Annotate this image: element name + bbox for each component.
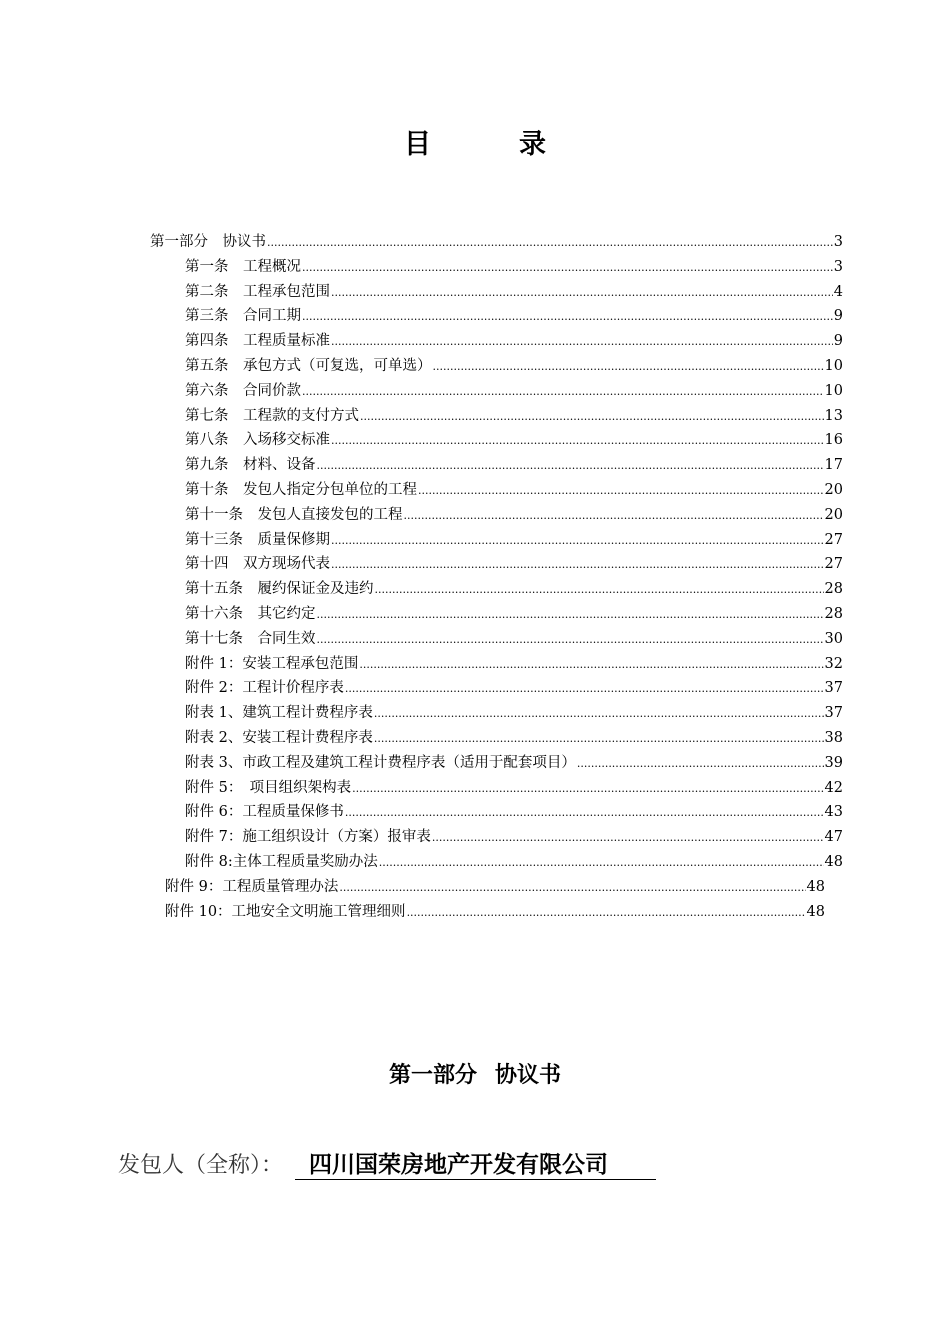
toc-entry-page-number: 27	[824, 556, 843, 573]
toc-entry-label: 第十五条 履约保证金及违约	[185, 581, 374, 598]
toc-entry[interactable]	[150, 230, 843, 254]
toc-entry[interactable]	[185, 280, 843, 304]
toc-entry-leader-dots	[331, 335, 833, 348]
toc-entry[interactable]	[185, 503, 843, 527]
toc-entry[interactable]	[185, 304, 843, 328]
toc-entry-leader-dots	[379, 856, 824, 869]
toc-entry[interactable]	[185, 776, 843, 800]
toc-entry-page-number: 28	[824, 606, 843, 622]
toc-entry-page-number: 3	[833, 258, 843, 275]
toc-entry[interactable]	[185, 652, 843, 676]
toc-entry-label: 第十三条 质量保修期	[185, 531, 330, 548]
toc-entry-label: 附件 5： 项目组织架构表	[185, 779, 352, 796]
toc-entry-label: 第十条 发包人指定分包单位的工程	[185, 482, 417, 498]
toc-entry-leader-dots	[302, 310, 833, 323]
toc-entry-label: 附表 1、建筑工程计费程序表	[185, 705, 373, 722]
toc-entry-page-number: 39	[824, 754, 843, 771]
toc-entry-label: 第一条 工程概况	[185, 258, 301, 275]
toc-entry-leader-dots	[418, 484, 824, 497]
toc-entry-page-number: 42	[824, 779, 843, 796]
part-one-heading	[0, 1058, 950, 1089]
toc-entry-label: 附表 2、安装工程计费程序表	[185, 730, 373, 746]
employer-name: 四川国荣房地产开发有限公司	[295, 1151, 656, 1180]
toc-entry-label: 附件 2：工程计价程序表	[185, 680, 344, 697]
toc-entry[interactable]	[185, 255, 843, 279]
toc-entry-leader-dots	[317, 633, 824, 646]
toc-entry-leader-dots	[331, 434, 824, 447]
toc-entry-label: 第七条 工程款的支付方式	[185, 407, 359, 424]
toc-entry-leader-dots	[317, 608, 824, 621]
toc-entry-leader-dots	[433, 360, 824, 373]
toc-entry[interactable]	[185, 701, 843, 725]
toc-entry[interactable]	[185, 552, 843, 576]
toc-entry-page-number: 16	[824, 432, 843, 449]
toc-entry-page-number: 27	[824, 531, 843, 548]
toc-entry-page-number: 9	[833, 308, 843, 325]
toc-entry-leader-dots	[374, 707, 824, 720]
toc-entry[interactable]	[185, 602, 843, 626]
toc-title	[0, 122, 950, 161]
toc-entry-page-number: 28	[824, 581, 843, 598]
toc-title-char-2: 录	[519, 129, 546, 160]
toc-entry-label: 附件 1：安装工程承包范围	[185, 655, 359, 672]
toc-entry-page-number: 37	[824, 680, 843, 697]
toc-entry-leader-dots	[345, 806, 824, 819]
toc-entry[interactable]	[185, 354, 843, 378]
toc-entry[interactable]	[185, 751, 843, 775]
toc-entry-label: 第十六条 其它约定	[185, 606, 316, 622]
toc-entry-leader-dots	[331, 558, 824, 571]
toc-entry-page-number: 37	[824, 705, 843, 722]
part-heading-title: 协议书	[495, 1063, 562, 1088]
toc-entry[interactable]	[185, 404, 843, 428]
part-heading-number: 第一部分	[388, 1063, 477, 1088]
toc-entry-leader-dots	[432, 831, 824, 844]
toc-entry-page-number: 10	[824, 358, 843, 374]
toc-title-char-1: 目	[404, 129, 431, 160]
employer-label: 发包人（全称）：	[118, 1153, 284, 1178]
toc-entry-label: 附件 9：工程质量管理办法	[165, 878, 339, 895]
toc-entry-label: 第十四 双方现场代表	[185, 556, 330, 573]
toc-entry-leader-dots	[360, 410, 824, 423]
toc-entry[interactable]	[185, 726, 843, 750]
toc-entry-page-number: 3	[833, 234, 843, 250]
toc-entry-label: 第五条 承包方式（可复选，可单选）	[185, 358, 432, 374]
toc-entry-page-number: 43	[824, 804, 843, 821]
toc-entry-label: 附件 8:主体工程质量奖励办法	[185, 854, 378, 870]
toc-entry-leader-dots	[404, 509, 824, 522]
toc-entry-label: 附表 3、市政工程及建筑工程计费程序表（适用于配套项目）	[185, 754, 576, 771]
toc-entry-page-number: 32	[824, 655, 843, 672]
toc-entry[interactable]	[185, 800, 843, 824]
toc-entry-label: 第二条 工程承包范围	[185, 283, 330, 300]
toc-entry-label: 附件 7：施工组织设计（方案）报审表	[185, 829, 431, 846]
toc-entry-leader-dots	[267, 236, 833, 249]
toc-entry[interactable]	[185, 428, 843, 452]
toc-entry-page-number: 20	[824, 482, 843, 498]
toc-entry-leader-dots	[359, 658, 823, 671]
toc-entry-label: 第三条 合同工期	[185, 308, 301, 325]
toc-entry-label: 第一部分 协议书	[150, 234, 266, 250]
toc-entry-leader-dots	[339, 881, 805, 894]
toc-entry-leader-dots	[352, 782, 823, 795]
toc-entry-page-number: 48	[806, 903, 825, 920]
toc-entry-page-number: 20	[824, 506, 843, 523]
toc-entry[interactable]	[185, 577, 843, 601]
toc-entry-page-number: 30	[824, 630, 843, 647]
toc-entry[interactable]	[185, 379, 843, 403]
toc-entry-label: 附件 6：工程质量保修书	[185, 804, 344, 821]
toc-entry-leader-dots	[317, 459, 824, 472]
toc-entry-label: 第八条 入场移交标准	[185, 432, 330, 449]
toc-entry[interactable]	[185, 676, 843, 700]
toc-entry-leader-dots	[302, 261, 833, 274]
toc-entry[interactable]	[185, 329, 843, 353]
toc-entry-page-number: 38	[824, 730, 843, 746]
toc-entry-leader-dots	[302, 385, 824, 398]
toc-entry-label: 第四条 工程质量标准	[185, 333, 330, 350]
toc-entry-page-number: 47	[824, 829, 843, 846]
toc-entry[interactable]	[165, 900, 825, 924]
toc-entry-leader-dots	[331, 534, 824, 547]
toc-entry-page-number: 13	[824, 407, 843, 424]
toc-entry-page-number: 9	[833, 333, 843, 350]
toc-entry-label: 第十七条 合同生效	[185, 630, 316, 647]
toc-entry-leader-dots	[374, 732, 824, 745]
toc-entry-leader-dots	[331, 286, 833, 299]
toc-entry[interactable]	[185, 453, 843, 477]
toc-entry-label: 附件 10：工地安全文明施工管理细则	[165, 903, 406, 920]
toc-entry[interactable]	[185, 850, 843, 874]
toc-entry[interactable]	[165, 875, 825, 899]
toc-entry[interactable]	[185, 528, 843, 552]
toc-entry-page-number: 48	[824, 854, 843, 870]
toc-entry-label: 第六条 合同价款	[185, 382, 301, 399]
employer-line	[118, 1148, 656, 1180]
toc-entry-page-number: 10	[824, 382, 843, 399]
toc-entry-page-number: 17	[824, 457, 843, 474]
toc-entry-label: 第十一条 发包人直接发包的工程	[185, 506, 403, 523]
toc-entry[interactable]	[185, 627, 843, 651]
toc-entry[interactable]	[185, 478, 843, 502]
toc-entry-leader-dots	[577, 757, 824, 770]
toc-entry-page-number: 48	[806, 878, 825, 895]
toc-entry-leader-dots	[375, 583, 824, 596]
toc-entry-page-number: 4	[833, 283, 843, 300]
toc-entry[interactable]	[185, 825, 843, 849]
toc-entry-leader-dots	[345, 682, 824, 695]
toc-entry-leader-dots	[407, 906, 806, 919]
toc-entry-label: 第九条 材料、设备	[185, 457, 316, 474]
